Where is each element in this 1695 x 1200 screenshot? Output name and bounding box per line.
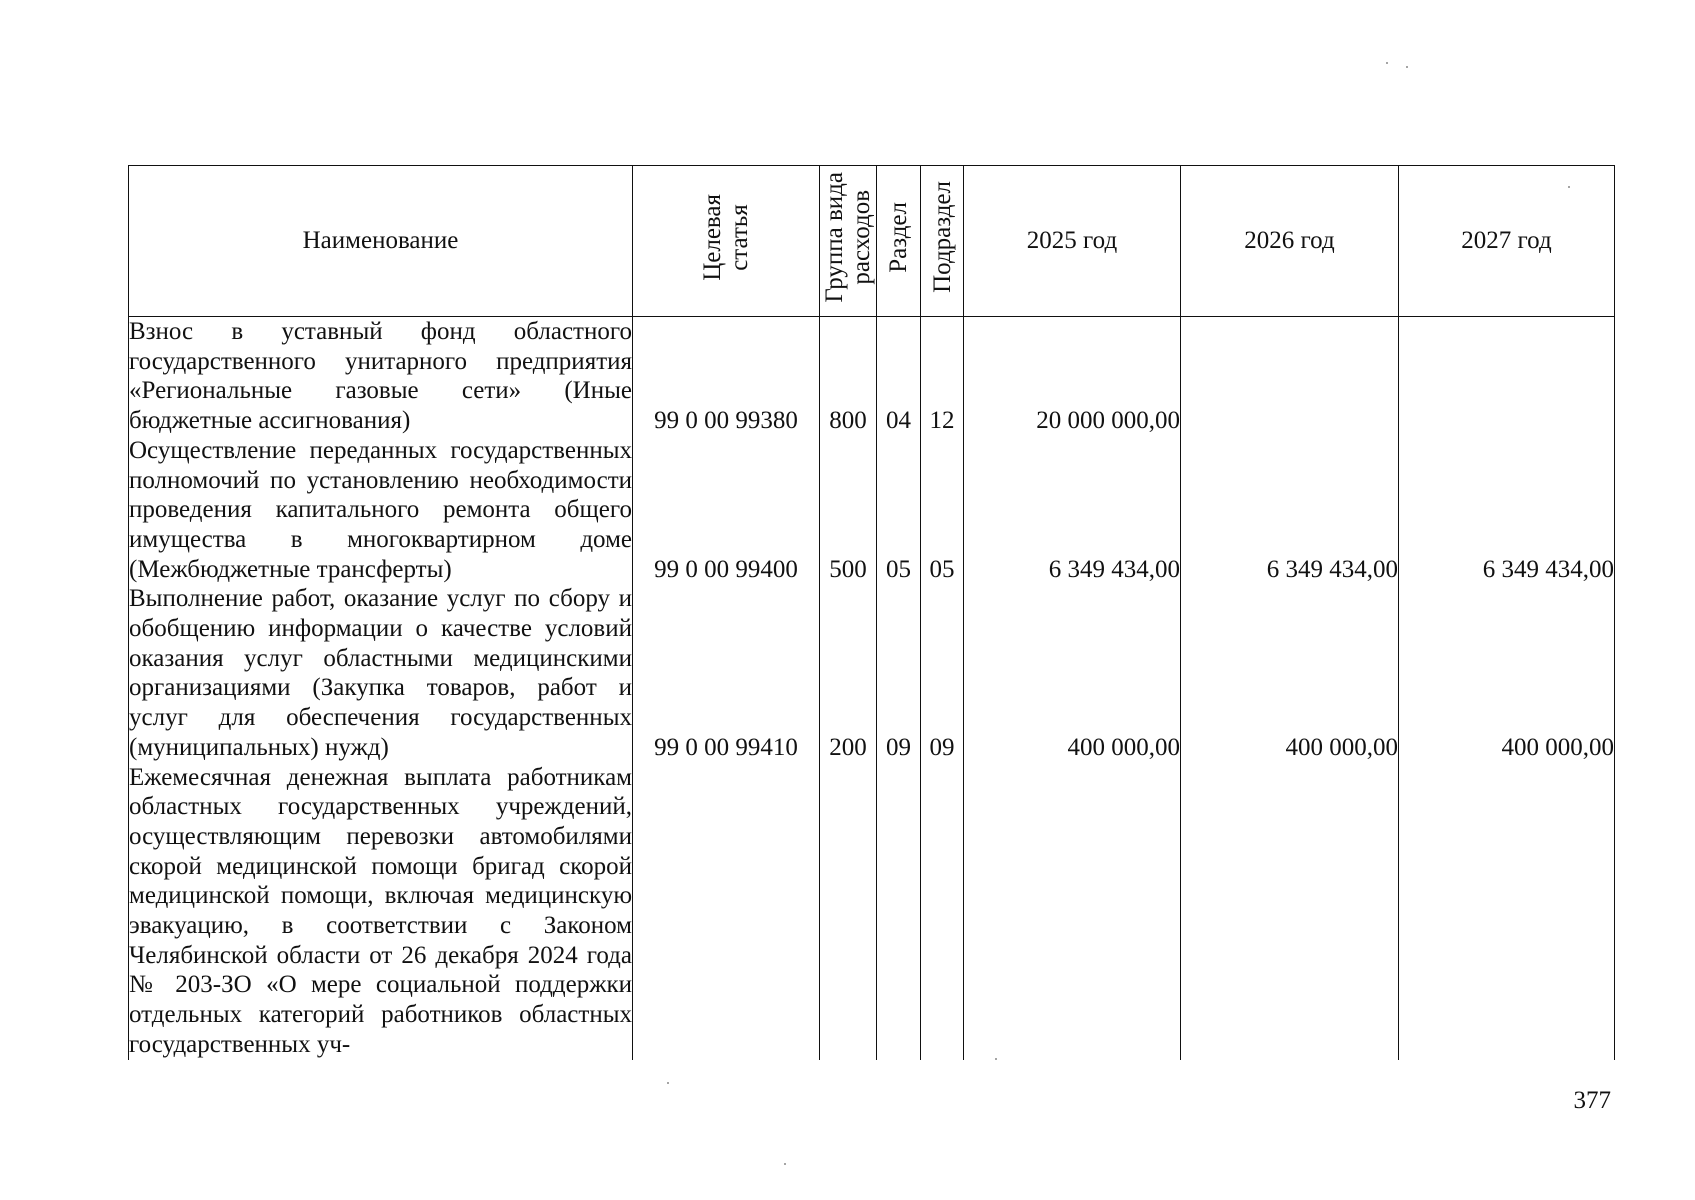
row-amount-2026: 400 000,00 (1181, 584, 1399, 762)
row-amount-2025 (964, 763, 1181, 1060)
header-year-2025: 2025 год (964, 166, 1181, 317)
scan-speck (1386, 62, 1388, 64)
row-amount-2026 (1181, 763, 1399, 1060)
scan-speck (1568, 186, 1570, 188)
header-name: Наименование (129, 166, 633, 317)
header-expense-group: Группа вида расходов (820, 166, 877, 317)
row-target-article: 99 0 00 99380 (633, 317, 820, 436)
table-header-row (129, 166, 1615, 317)
row-section (877, 763, 921, 1060)
row-amount-2027 (1399, 763, 1615, 1060)
row-subsection: 09 (921, 584, 964, 762)
row-amount-2025: 400 000,00 (964, 584, 1181, 762)
header-target-article: Целевая статья (633, 166, 820, 317)
scan-speck (784, 1163, 786, 1165)
row-amount-2025: 6 349 434,00 (964, 436, 1181, 585)
row-expense-group: 200 (820, 584, 877, 762)
page-number: 377 (1573, 1087, 1611, 1114)
table-row (129, 436, 1615, 585)
table-row (129, 317, 1615, 436)
row-subsection (921, 763, 964, 1060)
scan-speck (1406, 66, 1408, 68)
row-expense-group: 800 (820, 317, 877, 436)
row-section: 09 (877, 584, 921, 762)
header-section: Раздел (877, 166, 921, 317)
header-year-2026: 2026 год (1181, 166, 1399, 317)
row-section: 04 (877, 317, 921, 436)
row-amount-2026: 6 349 434,00 (1181, 436, 1399, 585)
row-subsection: 05 (921, 436, 964, 585)
row-expense-group (820, 763, 877, 1060)
row-amount-2027: 6 349 434,00 (1399, 436, 1615, 585)
row-amount-2027 (1399, 317, 1615, 436)
row-expense-group: 500 (820, 436, 877, 585)
header-subsection: Подраздел (921, 166, 964, 317)
row-name: Ежемесячная денежная выплата работникам областных государственных учреждений, осуществляющим перевозки автомобилями скорой медицинской помощи бригад скорой медицинской помощи, включая медицинскую эвакуацию, в соответствии с Законом Челябинской области от 26 декабря 2024 года № 203-ЗО «О мере социальной поддержки отдельных категорий работников областных государственных уч- (129, 763, 632, 1058)
budget-table (128, 165, 1615, 1060)
row-target-article: 99 0 00 99400 (633, 436, 820, 585)
row-amount-2027: 400 000,00 (1399, 584, 1615, 762)
row-target-article: 99 0 00 99410 (633, 584, 820, 762)
row-amount-2025: 20 000 000,00 (964, 317, 1181, 436)
scan-speck (995, 1058, 997, 1060)
row-name: Осуществление переданных государственных полномочий по установлению необходимости проведения капитального ремонта общего имущества в многоквартирном доме (Межбюджетные трансферты) (129, 436, 632, 583)
row-amount-2026 (1181, 317, 1399, 436)
scan-speck (667, 1082, 669, 1084)
row-name: Выполнение работ, оказание услуг по сбору и обобщению информации о качестве условий оказания услуг областными медицинскими организациями (Закупка товаров, работ и услуг для обеспечения государственных (муниципальных) нужд) (129, 585, 632, 761)
table-row (129, 584, 1615, 762)
table-row (129, 763, 1615, 1060)
row-section: 05 (877, 436, 921, 585)
row-target-article (633, 763, 820, 1060)
header-year-2027: 2027 год (1399, 166, 1615, 317)
row-subsection: 12 (921, 317, 964, 436)
row-name: Взнос в уставный фонд областного государственного унитарного предприятия «Региональные газовые сети» (Иные бюджетные ассигнования) (129, 318, 632, 435)
